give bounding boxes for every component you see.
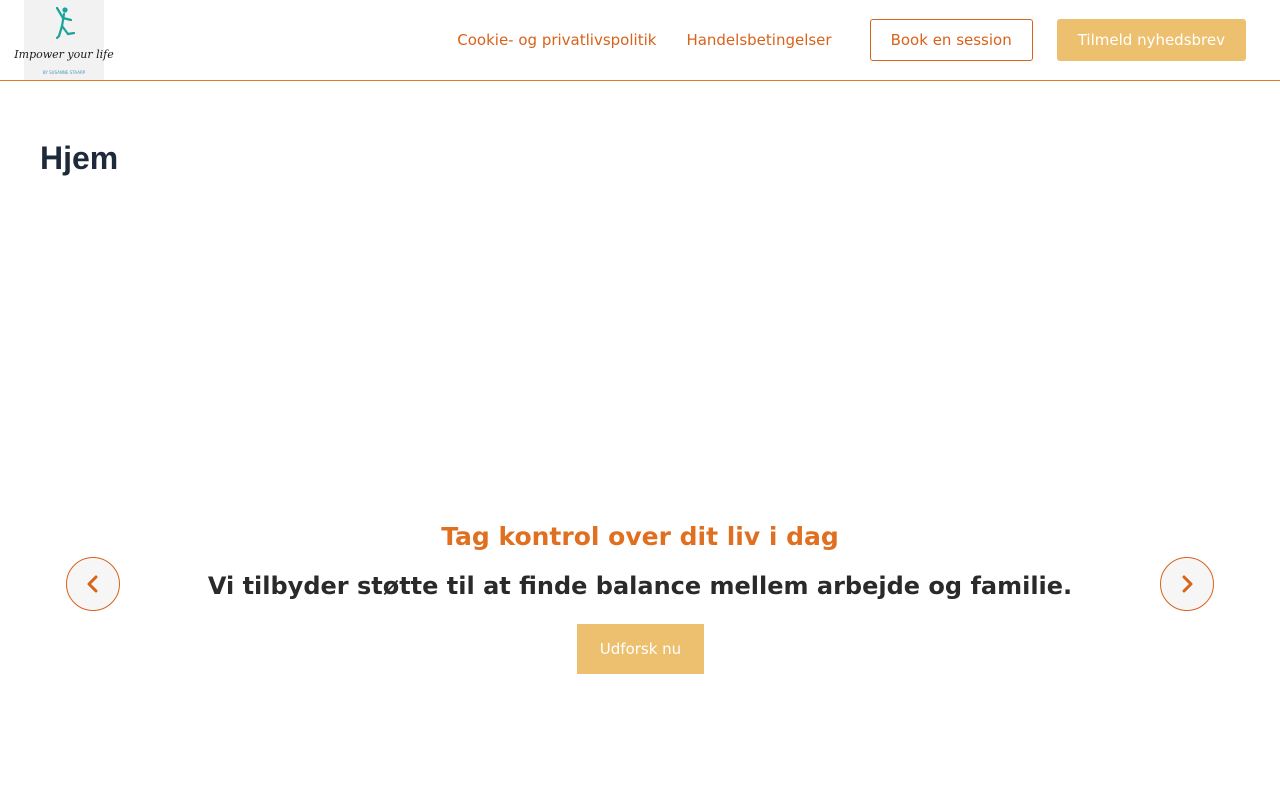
book-session-button[interactable]: Book en session [870, 19, 1033, 61]
slider-next-button[interactable] [1160, 557, 1214, 611]
page-title: Hjem [40, 140, 119, 176]
slide-heading: Tag kontrol over dit liv i dag [441, 522, 839, 551]
nav-link-terms[interactable]: Handelsbetingelser [686, 31, 832, 49]
site-header [0, 0, 1280, 81]
nav-link-cookie-policy[interactable]: Cookie- og privatlivspolitik [457, 31, 657, 49]
site-logo[interactable] [14, 0, 114, 80]
main-nav [457, 0, 1246, 80]
newsletter-signup-button[interactable]: Tilmeld nyhedsbrev [1057, 19, 1246, 61]
explore-now-button[interactable]: Udforsk nu [577, 624, 704, 674]
logo-wordmark: Impower your life [14, 48, 114, 61]
dancer-logo-icon [14, 0, 114, 80]
slide-subheading: Vi tilbyder støtte til at finde balance mellem arbejde og familie. [207, 572, 1073, 600]
chevron-right-icon [1180, 575, 1194, 593]
hero-slider [0, 500, 1280, 700]
logo-subtext: BY SUSANNE STAARP [42, 70, 86, 75]
